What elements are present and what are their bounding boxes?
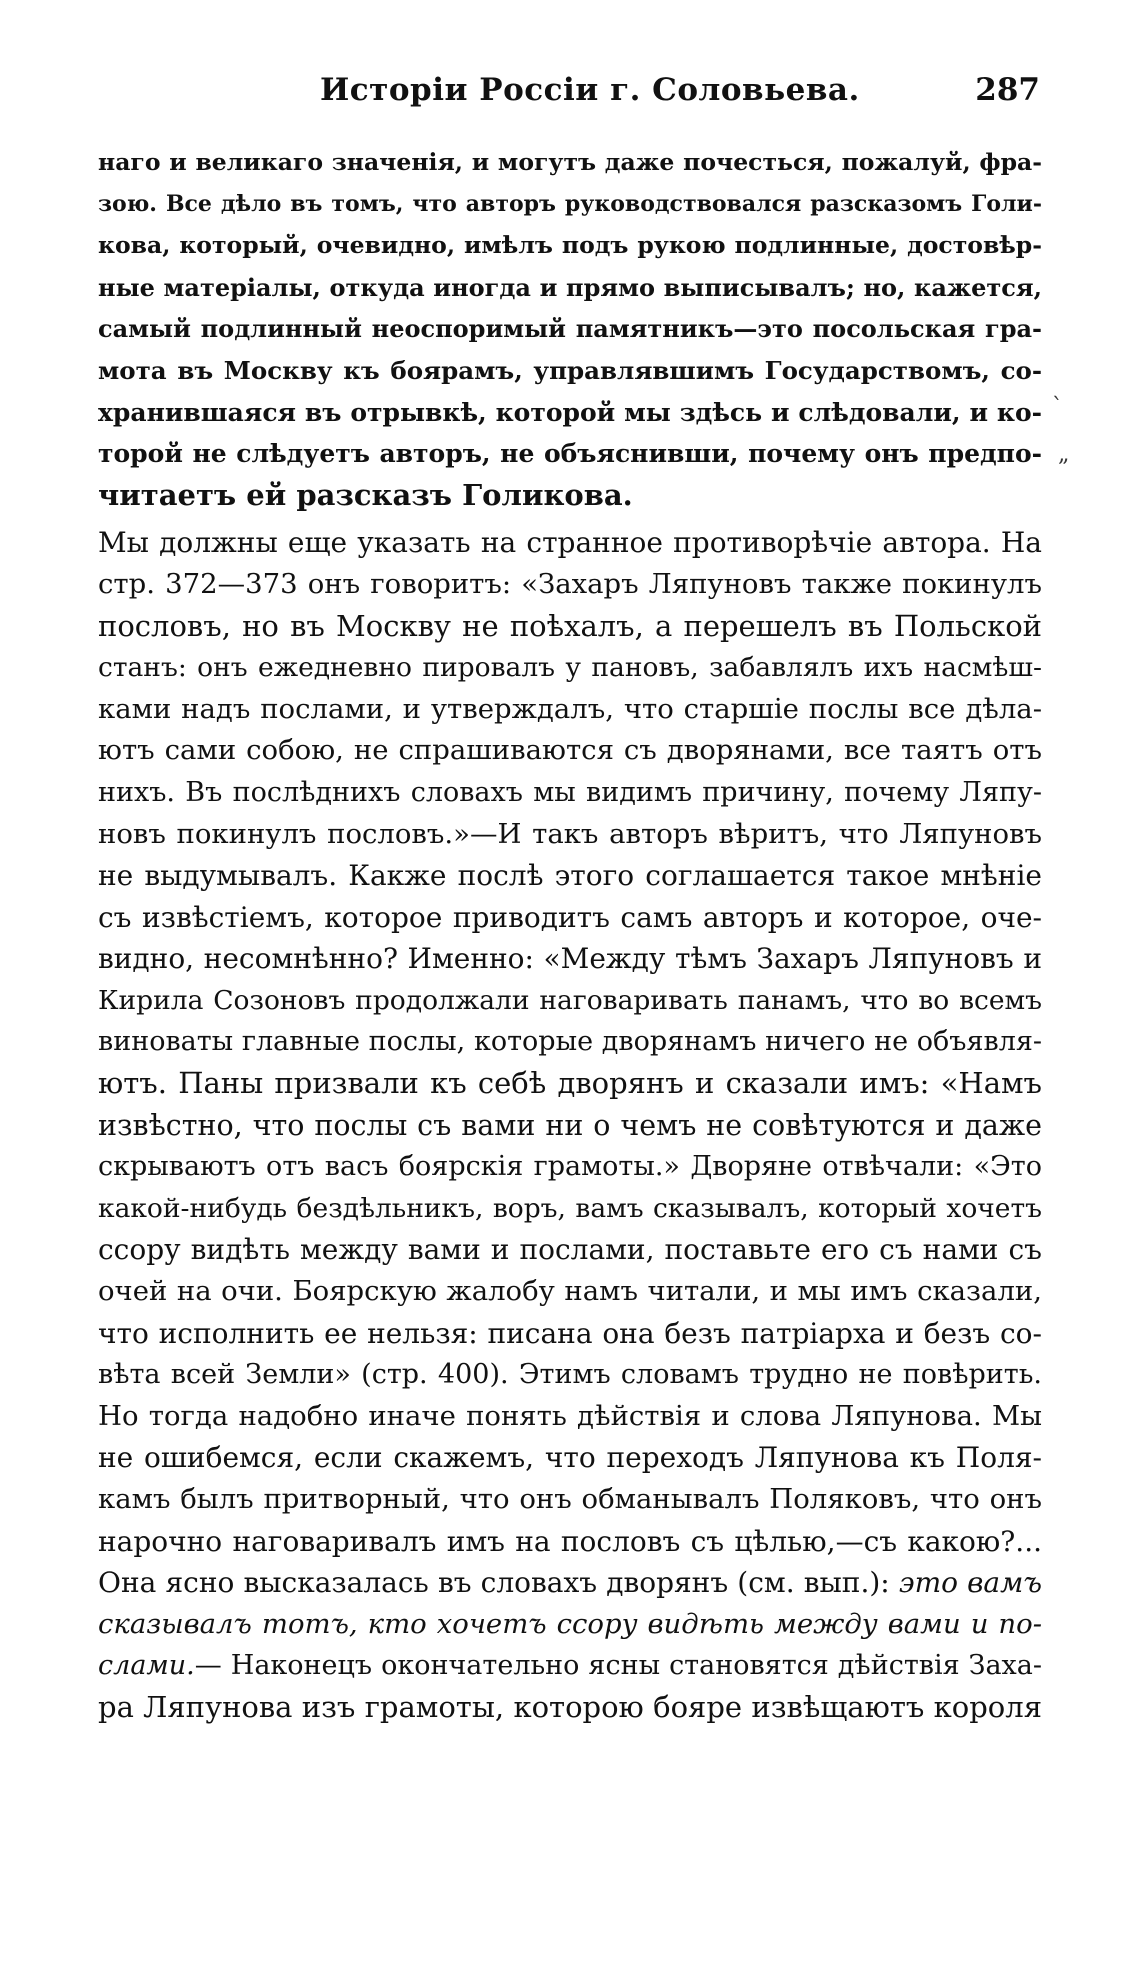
text-line: ра Ляпунова изъ грамоты, которою бояре извѣщаютъ короля — [98, 1689, 1042, 1724]
text-line: вѣта всей Земли» (стр. 400). Этимъ словамъ трудно не повѣрить. — [98, 1359, 1042, 1391]
margin-mark: „ — [1058, 442, 1070, 467]
text-line: ютъ сами собою, не спрашиваются съ дворянами, все таятъ отъ — [98, 734, 1042, 767]
text-line: мота въ Москву къ боярамъ, управлявшимъ Государствомъ, со- — [98, 355, 1042, 385]
text-line: самый подлинный неоспоримый памятникъ—это посольская гра- — [98, 314, 1042, 344]
text-line: нихъ. Въ послѣднихъ словахъ мы видимъ причину, почему Ляпу- — [98, 776, 1042, 808]
text-line-mixed — [98, 1645, 1042, 1687]
text-line: скрываютъ отъ васъ боярскія грамоты.» Дворяне отвѣчали: «Это — [98, 1151, 1042, 1183]
text-line: станъ: онъ ежедневно пировалъ у пановъ, забавлялъ ихъ насмѣш- — [98, 652, 1042, 684]
text-line: очей на очи. Боярскую жалобу намъ читали, и мы имъ сказали, — [98, 1275, 1042, 1308]
text-line: кова, который, очевидно, имѣлъ подъ рукою подлинные, достовѣр- — [98, 231, 1042, 260]
text-line: наго и великаго значенія, и могутъ даже почесться, пожалуй, фра- — [98, 148, 1042, 176]
body-text — [98, 142, 1042, 1729]
text-line: не выдумывалъ. Какже послѣ этого соглашается такое мнѣніе — [98, 859, 1042, 893]
text-line: не ошибемся, если скажемъ, что переходъ Ляпунова къ Поля- — [98, 1441, 1042, 1475]
text-line: торой не слѣдуетъ авторъ, не объяснивши, почему онъ предпо- — [98, 439, 1042, 469]
running-title: Исторіи Россіи г. Соловьева. — [320, 72, 860, 108]
text-line: ютъ. Паны призвали къ себѣ дворянъ и сказали имъ: «Намъ — [98, 1066, 1042, 1101]
text-line: виноваты главные послы, которые дворянамъ ничего не объявля- — [98, 1026, 1042, 1058]
text-line: новъ покинулъ пословъ.»—И такъ авторъ вѣритъ, что Ляпуновъ — [98, 817, 1042, 850]
text-line: ками надъ послами, и утверждалъ, что старшіе послы все дѣла- — [98, 692, 1042, 725]
text-line: Мы должны еще указать на странное противорѣчіе автора. На — [98, 526, 1042, 560]
text-line: стр. 372—373 онъ говоритъ: «Захаръ Ляпуновъ также покинулъ — [98, 567, 1042, 600]
text-line: извѣстно, что послы съ вами ни о чемъ не совѣтуются и даже — [98, 1108, 1042, 1142]
text-line: что исполнить ее нельзя: писана она безъ патріарха и безъ со- — [98, 1316, 1042, 1350]
italic-line: сказывалъ тотъ, кто хочетъ ссору видѣть между вами и по- — [98, 1607, 1042, 1640]
text-line: зою. Все дѣло въ томъ, что авторъ руководствовался разсказомъ Голи- — [98, 190, 1042, 217]
text-segment: Она ясно высказалась въ словахъ дворянъ (см. вып.): — [98, 1566, 890, 1600]
text-line: Кирила Созоновъ продолжали наговаривать панамъ, что во всемъ — [98, 984, 1042, 1016]
text-line: нарочно наговаривалъ имъ на пословъ съ цѣлью,—съ какою?... — [98, 1524, 1042, 1558]
text-line: съ извѣстіемъ, которое приводитъ самъ авторъ и которое, оче- — [98, 900, 1042, 934]
text-line: читаетъ ей разсказъ Голикова. — [98, 477, 633, 512]
text-segment: — Наконецъ окончательно ясны становятся дѣйствія Заха- — [194, 1650, 1042, 1682]
page-number: 287 — [975, 72, 1040, 108]
text-line: видно, несомнѣнно? Именно: «Между тѣмъ Захаръ Ляпуновъ и — [98, 942, 1042, 976]
text-line: камъ былъ притворный, что онъ обманывалъ Поляковъ, что онъ — [98, 1483, 1042, 1515]
paragraph-1 — [98, 142, 1042, 516]
text-line-mixed — [98, 1562, 1042, 1604]
page-header — [320, 72, 1040, 122]
text-line: ные матеріалы, откуда иногда и прямо выписывалъ; но, кажется, — [98, 272, 1042, 302]
paragraph-2 — [98, 522, 1042, 1728]
margin-mark: ` — [1052, 395, 1063, 420]
italic-segment: это вамъ — [898, 1566, 1043, 1600]
text-line: хранившаяся въ отрывкѣ, которой мы здѣсь и слѣдовали, и ко- — [98, 397, 1042, 427]
text-line: пословъ, но въ Москву не поѣхалъ, а перешелъ въ Польской — [98, 608, 1042, 643]
text-line: ссору видѣть между вами и послами, поставьте его съ нами съ — [98, 1233, 1042, 1267]
italic-segment: слами. — [98, 1650, 195, 1682]
text-line: какой-нибудь бездѣльникъ, воръ, вамъ сказывалъ, который хочетъ — [98, 1192, 1042, 1224]
text-line: Но тогда надобно иначе понять дѣйствія и слова Ляпунова. Мы — [98, 1399, 1042, 1432]
